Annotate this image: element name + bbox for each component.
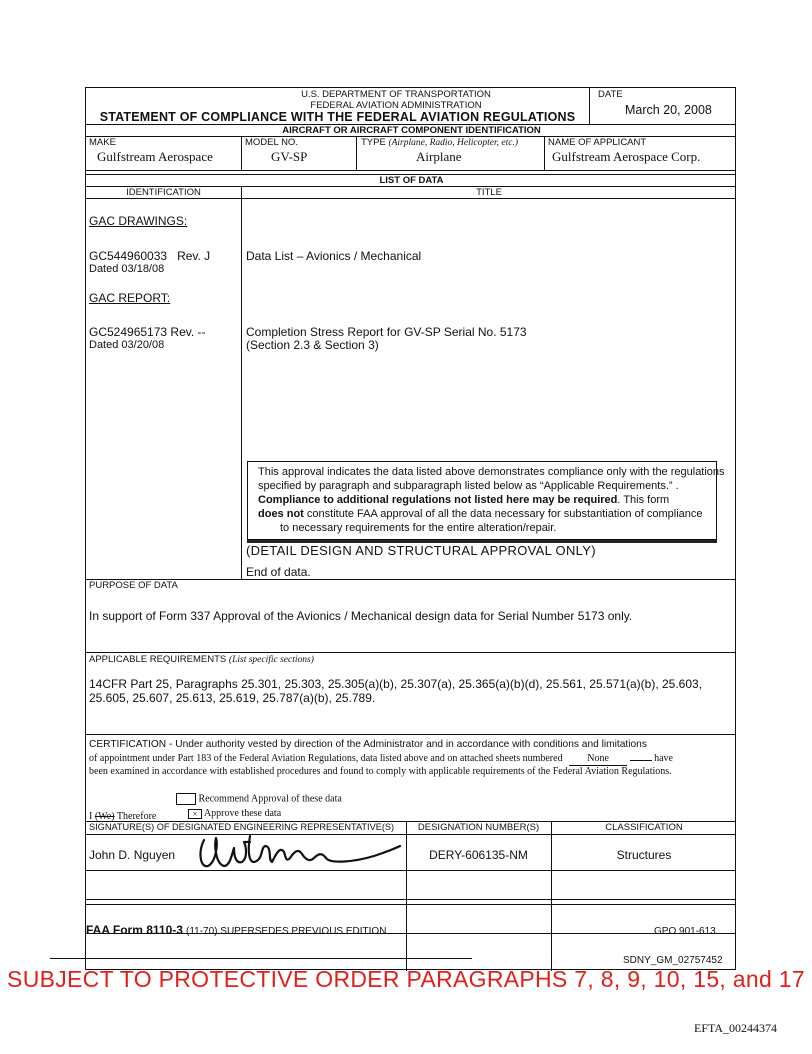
certification-line-2	[89, 752, 673, 766]
divider	[356, 136, 357, 170]
date-value: March 20, 2008	[625, 103, 712, 117]
report-title-line-2: (Section 2.3 & Section 3)	[246, 338, 379, 352]
date-label: DATE	[598, 89, 623, 100]
approval-note-line-5: to necessary requirements for the entire alteration/repair.	[280, 522, 557, 534]
divider	[544, 136, 545, 170]
divider	[406, 821, 407, 971]
certification-line-2a: of appointment under Part 183 of the Federal Aviation Regulations, data listed above and on attached sheets numbered	[89, 753, 563, 764]
requirements-line-2: 25.605, 25.607, 25.613, 25.619, 25.787(a)(b), 25.789.	[89, 691, 376, 705]
drawings-heading: GAC DRAWINGS:	[89, 214, 188, 228]
bates-number: SDNY_GM_02757452	[623, 955, 723, 966]
option-recommend	[176, 793, 342, 805]
therefore-label: Therefore	[116, 811, 157, 822]
purpose-label: PURPOSE OF DATA	[89, 580, 178, 591]
type-label: TYPE	[361, 137, 386, 148]
gpo-number: GPO 901-613	[654, 926, 716, 937]
make-label: MAKE	[89, 137, 116, 148]
end-of-data: End of data.	[246, 565, 311, 579]
recommend-checkbox[interactable]	[176, 793, 196, 805]
designation-number: DERY-606135-NM	[429, 848, 528, 862]
certification-line-3: been examined in accordance with established procedures and found to comply with applicable requirements of the Federal Aviation Regulations.	[89, 766, 672, 777]
approval-note-line-3	[258, 493, 716, 507]
approval-note-line-4	[258, 507, 716, 521]
form-number: FAA Form 8110-3	[86, 923, 183, 937]
make-value: Gulfstream Aerospace	[97, 149, 213, 164]
classification-column-header: CLASSIFICATION	[605, 822, 683, 833]
pronoun-i: I	[89, 811, 93, 822]
approval-note-bold-2: does not	[258, 508, 304, 520]
applicant-label: NAME OF APPLICANT	[548, 137, 647, 148]
type-hint: (Airplane, Radio, Helicopter, etc.)	[388, 138, 518, 148]
handwritten-signature	[194, 832, 404, 872]
signer-name: John D. Nguyen	[89, 848, 176, 862]
pronoun-we: (We)	[94, 811, 115, 822]
requirements-label-group	[89, 654, 314, 666]
footer-rule	[50, 958, 472, 959]
form-8110-3	[85, 87, 736, 970]
approve-checkbox[interactable]	[188, 809, 202, 819]
divider	[241, 186, 242, 579]
divider	[86, 870, 735, 871]
form-edition: (11-70) SUPERSEDES PREVIOUS EDITION	[186, 926, 387, 937]
signature-column-header: SIGNATURE(S) OF DESIGNATED ENGINEERING REPRESENTATIVE(S)	[89, 822, 395, 832]
form-title: STATEMENT OF COMPLIANCE WITH THE FEDERAL AVIATION REGULATIONS	[99, 110, 576, 124]
divider	[241, 136, 242, 170]
applicant-value: Gulfstream Aerospace Corp.	[552, 149, 701, 164]
list-of-data-title: LIST OF DATA	[379, 175, 444, 186]
divider	[589, 88, 590, 124]
form-number-line	[86, 923, 386, 937]
model-label: MODEL NO.	[245, 137, 298, 148]
report-date: Dated 03/20/08	[89, 339, 165, 351]
drawing-date: Dated 03/18/08	[89, 263, 165, 275]
column-identification: IDENTIFICATION	[126, 187, 201, 198]
requirements-line-1: 14CFR Part 25, Paragraphs 25.301, 25.303, 25.305(a)(b), 25.307(a), 25.365(a)(b)(d), 25.561, 25.571(a)(b), 25.603,	[89, 677, 703, 691]
requirements-label: APPLICABLE REQUIREMENTS	[89, 654, 227, 665]
divider	[86, 198, 735, 199]
column-title: TITLE	[476, 187, 502, 198]
report-id: GC524965173 Rev. --	[89, 325, 206, 339]
option-approve	[188, 808, 281, 819]
approval-note-rest-2: constitute FAA approval of all the data necessary for substantiation of compliance	[303, 508, 703, 520]
identification-section-title: AIRCRAFT OR AIRCRAFT COMPONENT IDENTIFICATION	[282, 125, 541, 136]
divider	[86, 734, 735, 735]
divider	[86, 652, 735, 653]
recommend-label: Recommend Approval of these data	[198, 793, 342, 805]
sheets-value: None	[569, 752, 627, 766]
divider	[86, 899, 735, 900]
report-heading: GAC REPORT:	[89, 291, 171, 305]
protective-order-stamp: SUBJECT TO PROTECTIVE ORDER PARAGRAPHS 7, 8, 9, 10, 15, and 17	[7, 966, 805, 992]
approval-note-line-2: specified by paragraph and subparagraph listed below as “Applicable Requirements.” .	[258, 480, 679, 492]
sheets-blank	[630, 760, 652, 761]
divider	[551, 821, 552, 971]
divider	[86, 904, 735, 905]
drawing-id: GC544960033 Rev. J	[89, 249, 211, 263]
approval-note-bold-1: Compliance to additional regulations not listed here may be required	[258, 494, 618, 506]
model-value: GV-SP	[271, 149, 308, 164]
efta-number: EFTA_00244374	[694, 1021, 778, 1035]
agency-name: FEDERAL AVIATION ADMINISTRATION	[310, 100, 482, 111]
divider	[86, 579, 735, 580]
approval-note-line-1: This approval indicates the data listed above demonstrates compliance only with the regulations	[258, 466, 725, 478]
requirements-hint: (List specific sections)	[228, 655, 314, 665]
approve-label: Approve these data	[203, 808, 282, 819]
classification-value: Structures	[616, 848, 672, 862]
divider	[86, 170, 735, 171]
approval-note-box	[247, 461, 725, 540]
drawing-title: Data List – Avionics / Mechanical	[246, 249, 422, 263]
certification-line-1: CERTIFICATION - Under authority vested by direction of the Administrator and in accordance with conditions and limitations	[89, 739, 647, 750]
purpose-text: In support of Form 337 Approval of the Avionics / Mechanical design data for Serial Number 5173 only.	[89, 609, 633, 623]
approval-note-rest-1: . This form	[617, 494, 670, 506]
designation-column-header: DESIGNATION NUMBER(S)	[417, 822, 540, 833]
report-title-line-1: Completion Stress Report for GV-SP Serial No. 5173	[246, 325, 527, 339]
type-label-group	[361, 137, 518, 149]
department-name: U.S. DEPARTMENT OF TRANSPORTATION	[301, 89, 491, 100]
type-value: Airplane	[416, 149, 462, 164]
approve-check-mark: ×	[192, 808, 198, 819]
detail-design-note: (DETAIL DESIGN AND STRUCTURAL APPROVAL ONLY)	[246, 543, 596, 558]
certification-line-2b: have	[654, 753, 673, 764]
divider	[86, 834, 735, 835]
